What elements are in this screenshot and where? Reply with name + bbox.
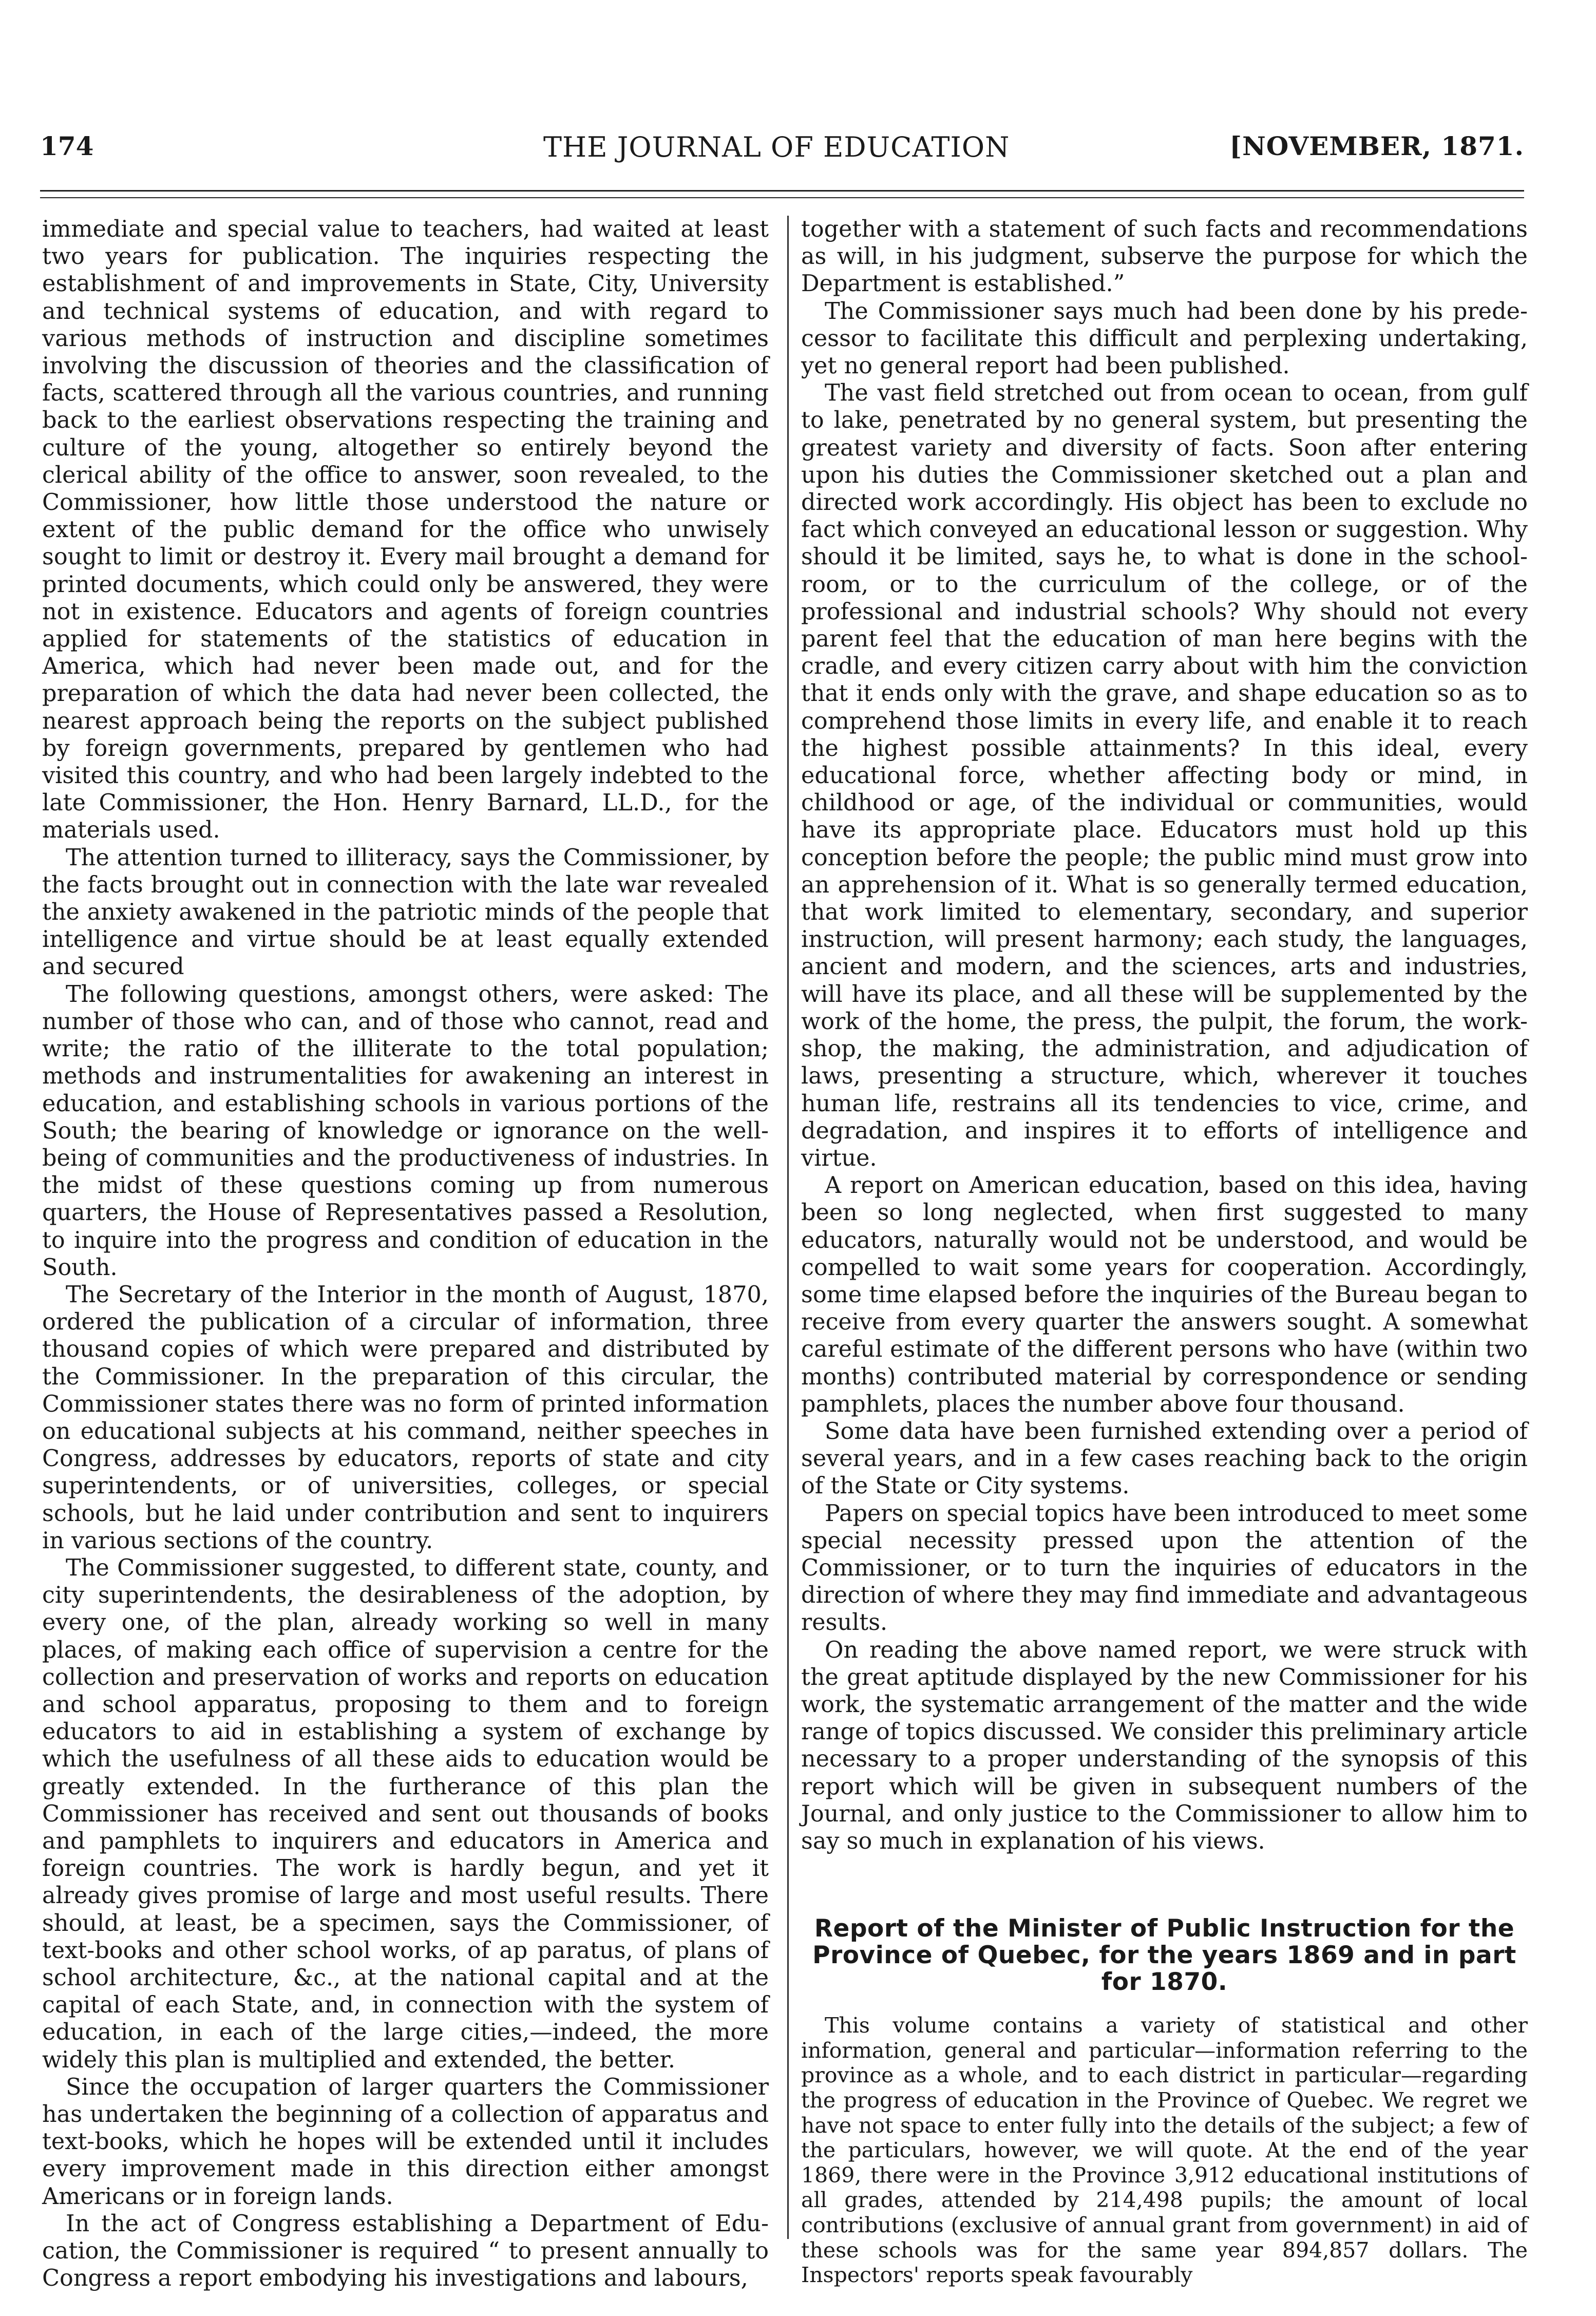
page-number: 174 [40, 131, 94, 161]
column-divider [787, 216, 789, 2239]
paragraph: This volume contains a variety of statistical and other information, general and particular—information referring to the province as a whole, and to each district in particular—regarding the progress of education in the Province of Quebec. We regret we have not space to enter fully into the details of the subject; a few of the particulars, however, we will quote. At the end of the year 1869, there were in the Province 3,912 educational institutions of all grades, attended by 214,498 pupils; the amount of local contributions (exclusive of annual grant from government) in aid of these schools was for the same year 894,857 dollars. The Inspectors' reports speak favourably [801, 2013, 1528, 2288]
paragraph: immediate and special value to teachers, had waited at least two years for publication. The inquiries respecting the establishment of and improvements in State, City, University and technical systems of education, and with regard to various methods of instruction and discipline sometimes involving the discussion of theories and the classification of facts, scattered through all the various countries, and running back to the earliest observations respecting the training and culture of the young, altogether so entirely beyond the clerical ability of the office to answer, soon revealed, to the Commissioner, how little those understood the nature or extent of the public demand for the office who unwisely sought to limit or destroy it. Every mail brought a demand for printed documents, which could only be answered, they were not in existence. Educators and agents of foreign countries applied for statements of the statistics of education in America, which had never been made out, and for the preparation of which the data had never been collected, the nearest approach being the reports on the subject published by foreign governments, prepared by gentlemen who had visited this country, and who had been largely indebted to the late Commissioner, the Hon. Henry Barnard, LL.D., for the materials used. [42, 216, 769, 844]
paragraph: The Secretary of the Interior in the month of August, 1870, ordered the publication of a circular of information, three thousand copies of which were prepared and distributed by the Commissioner. In the preparation of this circular, the Commissioner states there was no form of printed information on educational subjects at his command, neither speeches in Congress, addresses by educators, reports of state and city superintendents, or of universities, colleges, or special schools, but he laid under contribution and sent to inquirers in various sections of the country. [42, 1281, 769, 1554]
paragraph: The vast field stretched out from ocean to ocean, from gulf to lake, penetrated by no general system, but presenting the greatest variety and diversity of facts. Soon after entering upon his duties the Commissioner sketched out a plan and directed work accordingly. His object has been to exclude no fact which conveyed an educational lesson or suggestion. Why should it be limited, says he, to what is done in the school-room, or to the curriculum of the college, or of the professional and industrial schools? Why should not every parent feel that the education of man here begins with the cradle, and every citizen carry about with him the conviction that it ends only with the grave, and shape education so as to comprehend those limits in every life, and enable it to reach the highest possible attainments? In this ideal, every educational force, whether affecting body or mind, in childhood or age, of the individual or communities, would have its appropriate place. Educators must hold up this conception before the people; the public mind must grow into an apprehension of it. What is so generally termed education, that work limited to elementary, secondary, and superior instruction, will present harmony; each study, the languages, ancient and modern, and the sciences, arts and industries, will have its place, and all these will be supplemented by the work of the home, the press, the pulpit, the forum, the work-shop, the making, the administration, and adjudication of laws, presenting a structure, which, wherever it touches human life, restrains all its tendencies to vice, crime, and degradation, and inspires it to efforts of intelligence and virtue. [801, 380, 1528, 1171]
paragraph: Some data have been furnished extending over a period of several years, and in a few cases reaching back to the origin of the State or City systems. [801, 1418, 1528, 1499]
journal-title: THE JOURNAL OF EDUCATION [543, 131, 1010, 163]
paragraph: together with a statement of such facts and recommendations as will, in his judgment, subserve the purpose for which the Department is established.” [801, 216, 1528, 297]
paragraph: The attention turned to illiteracy, says the Commissioner, by the facts brought out in connection with the late war revealed the anxiety awakened in the patriotic minds of the people that intelligence and virtue should be at least equally extended and secured [42, 844, 769, 980]
page-header [40, 131, 1524, 167]
issue-date: [NOVEMBER, 1871. [1229, 131, 1524, 161]
header-rule-thin [40, 197, 1524, 198]
left-column [42, 216, 769, 2292]
paragraph: In the act of Congress establishing a Department of Education, the Commissioner is required “ to present annually to Congress a report embodying his investigations and labours, [42, 2210, 769, 2292]
header-rule [40, 190, 1524, 192]
paragraph: The following questions, amongst others, were asked: The number of those who can, and of those who cannot, read and write; the ratio of the illiterate to the total population; methods and instrumentalities for awakening an interest in education, and establishing schools in various portions of the South; the bearing of knowledge or ignorance on the well-being of communities and the productiveness of industries. In the midst of these questions coming up from numerous quarters, the House of Representatives passed a Resolution, to inquire into the progress and condition of education in the South. [42, 981, 769, 1281]
paragraph: The Commissioner says much had been done by his predecessor to facilitate this difficult and perplexing undertaking, yet no general report had been published. [801, 298, 1528, 379]
paragraph: Since the occupation of larger quarters the Commissioner has undertaken the beginning of a collection of apparatus and text-books, which he hopes will be extended until it includes every improvement made in this direction either amongst Americans or in foreign lands. [42, 2074, 769, 2210]
paragraph: The Commissioner suggested, to different state, county, and city superintendents, the desirableness of the adoption, by every one, of the plan, already working so well in many places, of making each office of supervision a centre for the collection and preservation of works and reports on education and school apparatus, proposing to them and to foreign educators to aid in establishing a system of exchange by which the usefulness of all these aids to education would be greatly extended. In the furtherance of this plan the Commissioner has received and sent out thousands of books and pamphlets to inquirers and educators in America and foreign countries. The work is hardly begun, and yet it already gives promise of large and most useful results. There should, at least, be a specimen, says the Commissioner, of text-books and other school works, of ap paratus, of plans of school architecture, &c., at the national capital and at the capital of each State, and, in connection with the system of education, in each of the large cities,—indeed, the more widely this plan is multiplied and extended, the better. [42, 1554, 769, 2073]
paragraph: Papers on special topics have been introduced to meet some special necessity pressed upon the attention of the Commissioner, or to turn the inquiries of educators in the direction of where they may find immediate and advantageous results. [801, 1500, 1528, 1636]
paragraph: A report on American education, based on this idea, having been so long neglected, when first suggested to many educators, naturally would not be understood, and would be compelled to wait some years for cooperation. Accordingly, some time elapsed before the inquiries of the Bureau began to receive from every quarter the answers sought. A somewhat careful estimate of the different persons who have (within two months) contributed material by correspondence or sending pamphlets, places the number above four thousand. [801, 1172, 1528, 1417]
right-column [801, 216, 1528, 2288]
paragraph: On reading the above named report, we were struck with the great aptitude displayed by the new Commissioner for his work, the systematic arrangement of the matter and the wide range of topics discussed. We consider this preliminary article necessary to a proper understanding of the synopsis of this report which will be given in subsequent numbers of the Journal, and only justice to the Commissioner to allow him to say so much in explanation of his views. [801, 1637, 1528, 1854]
section-heading: Report of the Minister of Public Instruction for the Province of Quebec, for the years 1869 and in part for 1870. [812, 1914, 1516, 1997]
